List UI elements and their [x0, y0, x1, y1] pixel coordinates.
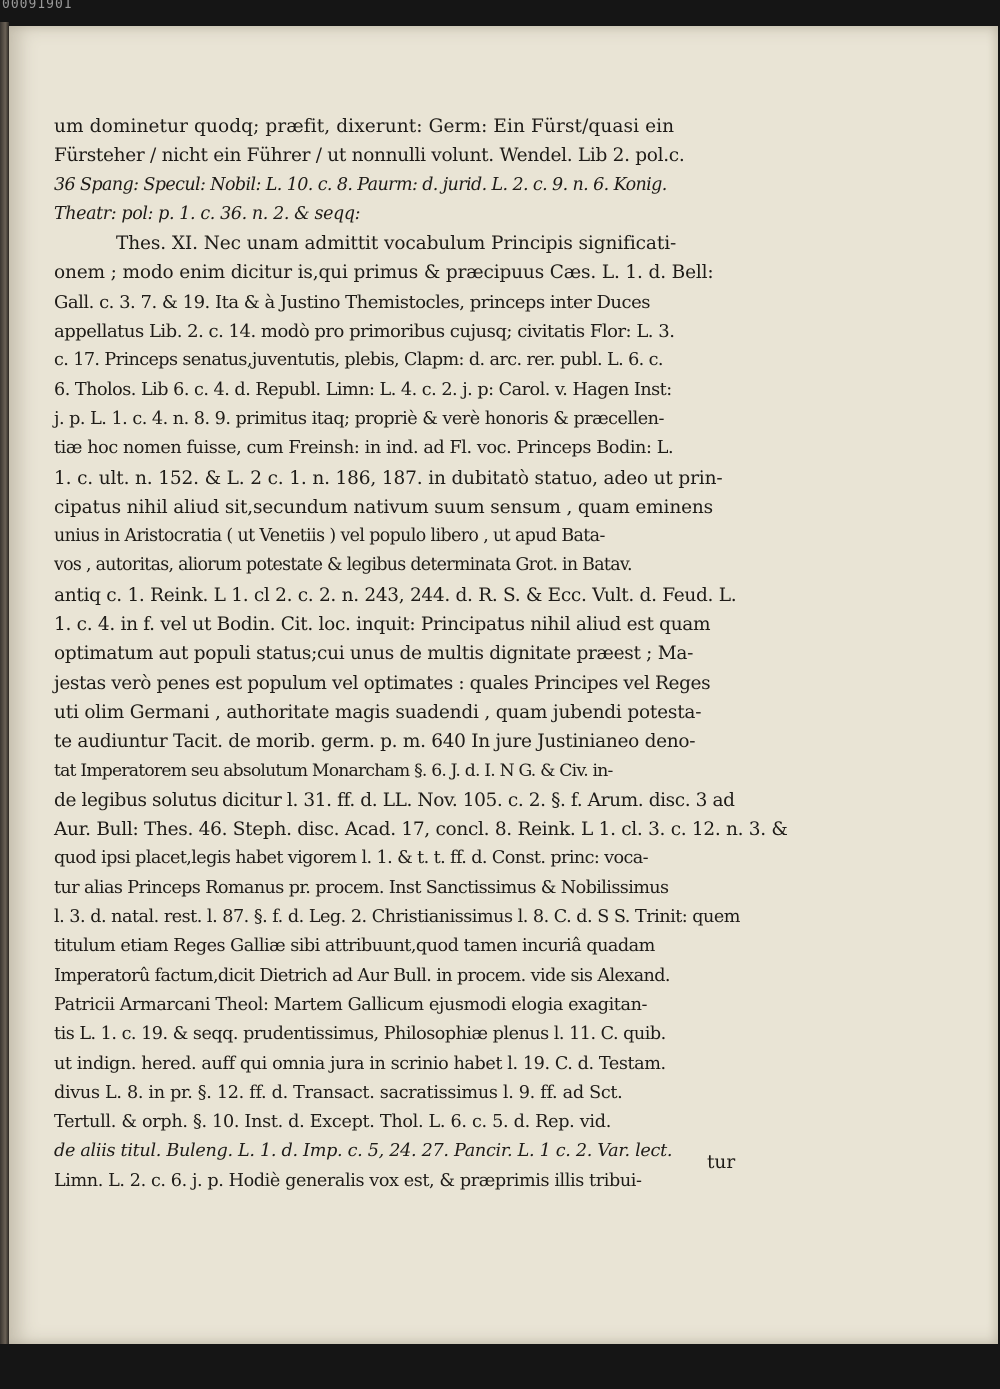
text-line: Limn. L. 2. c. 6. j. p. Hodiè generalis vox est, & præprimis illis tribui-: [54, 1170, 642, 1191]
text-line: 6. Tholos. Lib 6. c. 4. d. Republ. Limn: L. 4. c. 2. j. p: Carol. v. Hagen Inst:: [54, 379, 672, 400]
text-line: Fürsteher / nicht ein Führer / ut nonnulli volunt. Wendel. Lib 2. pol.c.: [54, 145, 685, 167]
text-line: unius in Aristocratia ( ut Venetiis ) vel populo libero , ut apud Bata-: [54, 526, 605, 547]
text-line: cipatus nihil aliud sit,secundum nativum suum sensum , quam eminens: [54, 496, 713, 518]
text-line: jestas verò penes est populum vel optimates : quales Principes vel Reges: [54, 672, 711, 694]
book-spine-edge: [0, 22, 9, 1344]
thesis-heading-line: Thes. XI. Nec unam admittit vocabulum Principis significati-: [116, 233, 677, 255]
text-line: Aur. Bull: Thes. 46. Steph. disc. Acad. 17, concl. 8. Reink. L 1. cl. 3. c. 12. n. 3. &: [54, 819, 788, 841]
text-line: tur alias Princeps Romanus pr. procem. Inst Sanctissimus & Nobilissimus: [54, 877, 669, 898]
text-line: vos , autoritas, aliorum potestate & legibus determinata Grot. in Batav.: [54, 555, 632, 576]
text-line: onem ; modo enim dicitur is,qui primus & præcipuus Cæs. L. 1. d. Bell:: [54, 262, 714, 284]
text-line: Gall. c. 3. 7. & 19. Ita & à Justino Themistocles, princeps inter Duces: [54, 291, 650, 313]
text-line: titulum etiam Reges Galliæ sibi attribuunt,quod tamen incuriâ quadam: [54, 936, 655, 957]
text-line: divus L. 8. in pr. §. 12. ff. d. Transact. sacratissimus l. 9. ff. ad Sct.: [54, 1082, 623, 1103]
body-text: [54, 112, 814, 1196]
text-line: de aliis titul. Buleng. L. 1. d. Imp. c. 5, 24. 27. Pancir. L. 1 c. 2. Var. lect.: [54, 1141, 673, 1162]
text-line: 36 Spang: Specul: Nobil: L. 10. c. 8. Paurm: d. jurid. L. 2. c. 9. n. 6. Konig.: [54, 174, 667, 195]
text-line: 1. c. 4. in f. vel ut Bodin. Cit. loc. inquit: Principatus nihil aliud est quam: [54, 614, 711, 636]
text-line: uti olim Germani , authoritate magis suadendi , quam jubendi potesta-: [54, 701, 702, 723]
text-line: tis L. 1. c. 19. & seqq. prudentissimus, Philosophiæ plenus l. 11. C. quib.: [54, 1024, 666, 1045]
text-line: quod ipsi placet,legis habet vigorem l. 1. & t. t. ff. d. Const. princ: voca-: [54, 848, 648, 869]
catchword: tur: [707, 1152, 736, 1173]
text-line: l. 3. d. natal. rest. l. 87. §. f. d. Leg. 2. Christianissimus l. 8. C. d. S S. Trinit: quem: [54, 907, 740, 928]
text-line: antiq c. 1. Reink. L 1. cl 2. c. 2. n. 243, 244. d. R. S. & Ecc. Vult. d. Feud. L.: [54, 584, 737, 606]
text-line: optimatum aut populi status;cui unus de multis dignitate præest ; Ma-: [54, 643, 694, 665]
text-line: Tertull. & orph. §. 10. Inst. d. Except. Thol. L. 6. c. 5. d. Rep. vid.: [54, 1112, 611, 1133]
text-line: ut indign. hered. auff qui omnia jura in scrinio habet l. 19. C. d. Testam.: [54, 1053, 666, 1074]
text-line: Theatr: pol: p. 1. c. 36. n. 2. & seqq:: [54, 203, 361, 224]
text-line: te audiuntur Tacit. de morib. germ. p. m. 640 In jure Justinianeo deno-: [54, 731, 696, 753]
text-line: de legibus solutus dicitur l. 31. ff. d. LL. Nov. 105. c. 2. §. f. Arum. disc. 3 ad: [54, 789, 735, 811]
text-line: tiæ hoc nomen fuisse, cum Freinsh: in ind. ad Fl. voc. Princeps Bodin: L.: [54, 438, 674, 459]
text-line: c. 17. Princeps senatus,juventutis, plebis, Clapm: d. arc. rer. publ. L. 6. c.: [54, 350, 663, 371]
text-line: um dominetur quodq; præfit, dixerunt: Germ: Ein Fürst/quasi ein: [54, 116, 675, 137]
text-line: Patricii Armarcani Theol: Martem Gallicum ejusmodi elogia exagitan-: [54, 994, 648, 1015]
text-line: appellatus Lib. 2. c. 14. modò pro primoribus cujusq; civitatis Flor: L. 3.: [54, 321, 675, 343]
scan-id: 00091901: [2, 0, 73, 12]
text-line: tat Imperatorem seu absolutum Monarcham §. 6. J. d. I. N G. & Civ. in-: [54, 760, 613, 781]
text-line: Imperatorû factum,dicit Dietrich ad Aur Bull. in procem. vide sis Alexand.: [54, 965, 670, 986]
text-line: 1. c. ult. n. 152. & L. 2 c. 1. n. 186, 187. in dubitatò statuo, adeo ut prin-: [54, 467, 723, 489]
text-line: j. p. L. 1. c. 4. n. 8. 9. primitus itaq; propriè & verè honoris & præcellen-: [54, 408, 664, 429]
book-page: [9, 26, 998, 1344]
